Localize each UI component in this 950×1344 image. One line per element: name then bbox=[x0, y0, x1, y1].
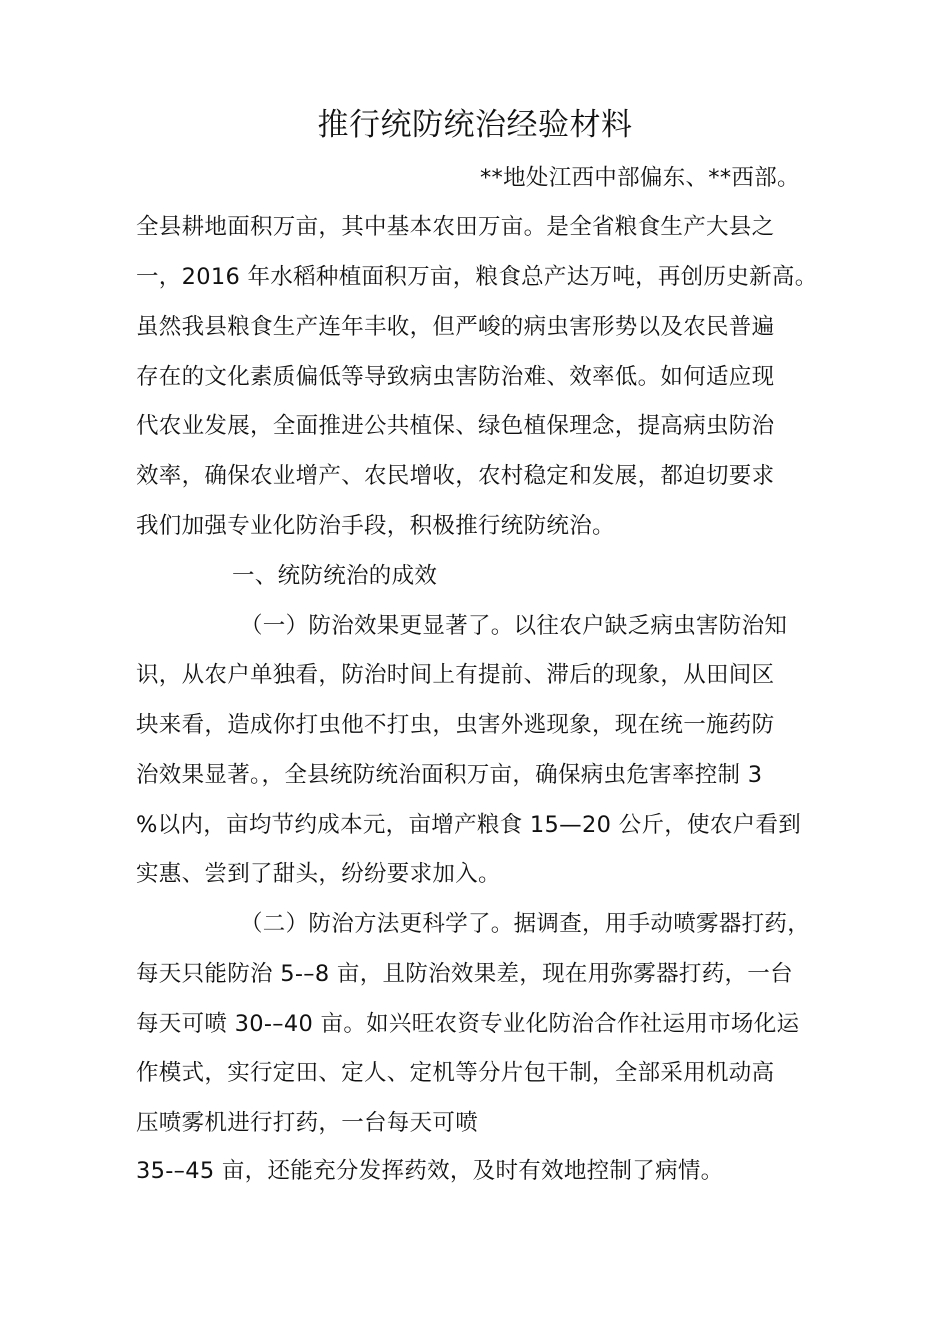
paragraph-line: 压喷雾机进行打药，一台每天可喷 bbox=[136, 1110, 479, 1136]
document-title: 推行统防统治经验材料 bbox=[317, 107, 633, 143]
paragraph-line: 我们加强专业化防治手段，积极推行统防统治。 bbox=[136, 513, 615, 539]
paragraph-line: 识，从农户单独看，防治时间上有提前、滞后的现象，从田间区 bbox=[136, 662, 775, 688]
paragraph-line: 效率，确保农业增产、农民增收，农村稳定和发展，都迫切要求 bbox=[136, 463, 775, 489]
paragraph-line: 35-–45 亩，还能充分发挥药效，及时有效地控制了病情。 bbox=[136, 1158, 724, 1184]
section-heading: 一、统防统治的成效 bbox=[232, 563, 438, 589]
paragraph-line: （一）防治效果更显著了。以往农户缺乏病虫害防治知 bbox=[240, 613, 788, 639]
paragraph-line: **地处江西中部偏东、**西部。 bbox=[480, 165, 800, 191]
paragraph-line: 存在的文化素质偏低等导致病虫害防治难、效率低。如何适应现 bbox=[136, 364, 775, 390]
paragraph-line: %以内，亩均节约成本元，亩增产粮食 15—20 公斤，使农户看到 bbox=[136, 812, 802, 838]
paragraph-line: 作模式，实行定田、定人、定机等分片包干制，全部采用机动高 bbox=[136, 1060, 775, 1086]
paragraph-line: （二）防治方法更科学了。据调查，用手动喷雾器打药， bbox=[240, 911, 811, 937]
paragraph-line: 实惠、尝到了甜头，纷纷要求加入。 bbox=[136, 861, 501, 887]
paragraph-line: 代农业发展，全面推进公共植保、绿色植保理念，提高病虫防治 bbox=[136, 413, 775, 439]
paragraph-line: 治效果显著。，全县统防统治面积万亩，确保病虫危害率控制 3 bbox=[136, 762, 763, 788]
paragraph-line: 每天可喷 30-–40 亩。如兴旺农资专业化防治合作社运用市场化运 bbox=[136, 1011, 800, 1037]
paragraph-line: 全县耕地面积万亩，其中基本农田万亩。是全省粮食生产大县之 bbox=[136, 214, 775, 240]
paragraph-line: 一，2016 年水稻种植面积万亩，粮食总产达万吨，再创历史新高。 bbox=[136, 264, 818, 290]
paragraph-line: 块来看，造成你打虫他不打虫，虫害外逃现象，现在统一施药防 bbox=[136, 712, 775, 738]
paragraph-line: 虽然我县粮食生产连年丰收，但严峻的病虫害形势以及农民普遍 bbox=[136, 314, 775, 340]
paragraph-line: 每天只能防治 5-–8 亩，且防治效果差，现在用弥雾器打药，一台 bbox=[136, 961, 793, 987]
